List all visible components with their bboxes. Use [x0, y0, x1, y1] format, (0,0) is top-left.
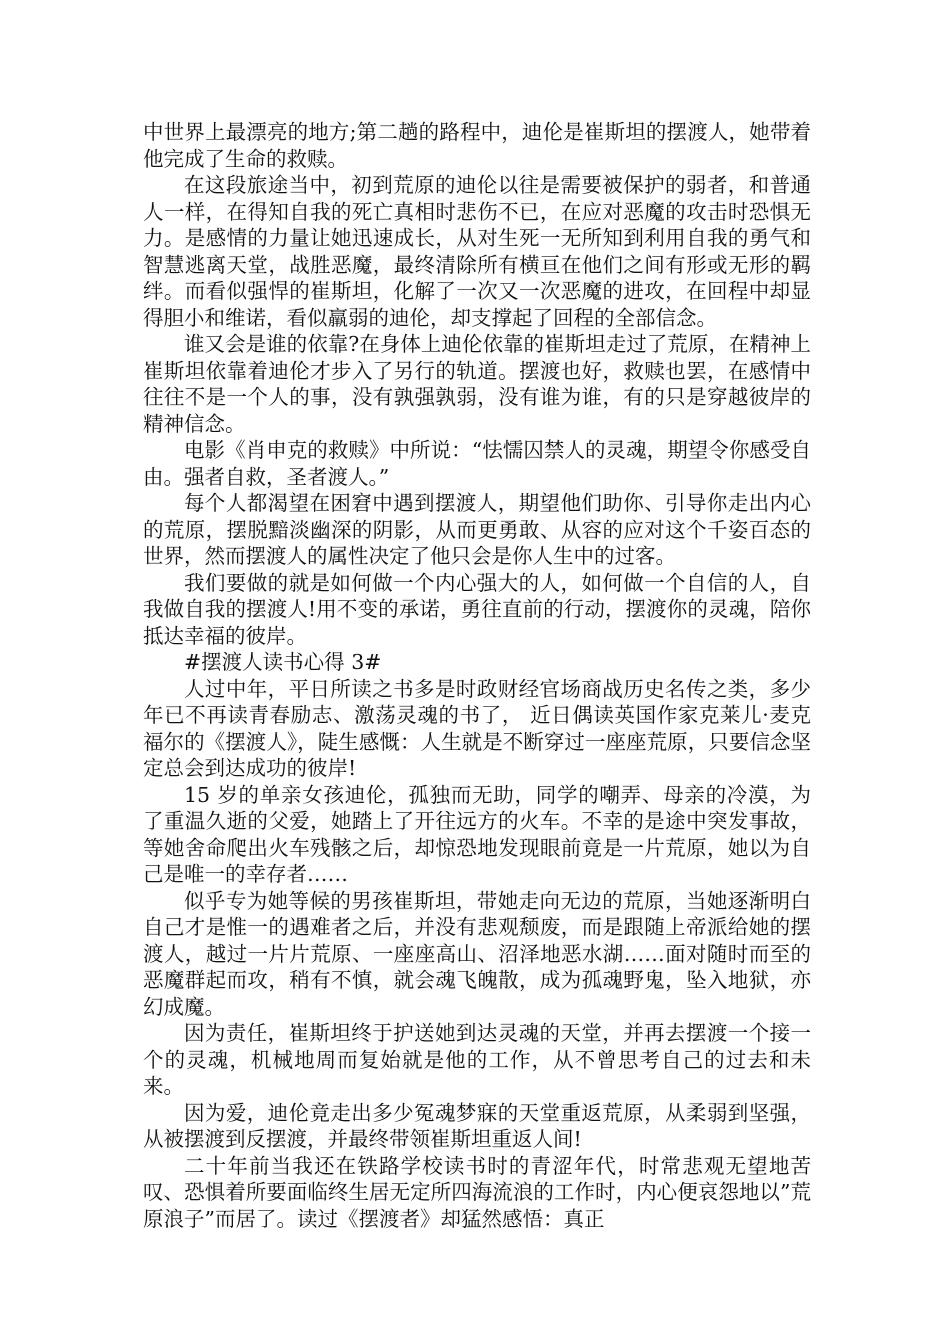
paragraph: 电影《肖申克的救赎》中所说：“怯懦囚禁人的灵魂，期望令你感受自由。强者自救，圣者渡人。” [143, 438, 811, 489]
paragraph: 因为爱，迪伦竟走出多少冤魂梦寐的天堂重返荒原，从柔弱到坚强，从被摆渡到反摆渡，并最终带领崔斯坦重返人间! [143, 1100, 811, 1151]
paragraph: 我们要做的就是如何做一个内心强大的人，如何做一个自信的人，自我做自我的摆渡人!用不变的承诺，勇往直前的行动，摆渡你的灵魂，陪你抵达幸福的彼岸。 [143, 570, 811, 648]
paragraph: 因为责任，崔斯坦终于护送她到达灵魂的天堂，并再去摆渡一个接一个的灵魂，机械地周而复始就是他的工作，从不曾思考自己的过去和未来。 [143, 1021, 811, 1098]
document-page [143, 119, 811, 1232]
paragraph: 15 岁的单亲女孩迪伦，孤独而无助，同学的嘲弄、母亲的冷漠，为了重温久逝的父爱，她踏上了开往远方的火车。不幸的是途中突发事故，等她舍命爬出火车残骸之后，却惊恐地发现眼前竟是一片荒原，她以为自己是唯一的幸存者…… [143, 782, 811, 886]
paragraph: 人过中年，平日所读之书多是时政财经官场商战历史名传之类，多少年已不再读青春励志、激荡灵魂的书了， 近日偶读英国作家克莱儿·麦克福尔的《摆渡人》，陡生感慨：人生就是不断穿过一座座荒原，只要信念坚定总会到达成功的彼岸! [143, 676, 811, 780]
paragraph: 谁又会是谁的依靠?在身体上迪伦依靠的崔斯坦走过了荒原，在精神上崔斯坦依靠着迪伦才步入了另行的轨道。摆渡也好，救赎也罢，在感情中往往不是一个人的事，没有孰强孰弱，没有谁为谁，有的只是穿越彼岸的精神信念。 [143, 332, 811, 436]
paragraph: 中世界上最漂亮的地方;第二趟的路程中，迪伦是崔斯坦的摆渡人，她带着他完成了生命的救赎。 [143, 120, 811, 171]
section-heading: #摆渡人读书心得 3# [184, 650, 382, 674]
paragraph: 似乎专为她等候的男孩崔斯坦，带她走向无边的荒原，当她逐渐明白自己才是惟一的遇难者之后，并没有悲观颓废，而是跟随上帝派给她的摆渡人，越过一片片荒原、一座座高山、沼泽地恶水湖……面对随时而至的恶魔群起而攻，稍有不慎，就会魂飞魄散，成为孤魂野鬼，坠入地狱，亦幻成魔。 [143, 888, 811, 1019]
paragraph: 二十年前当我还在铁路学校读书时的青涩年代，时常悲观无望地苦叹、恐惧着所要面临终生居无定所四海流浪的工作时，内心便哀怨地以”荒原浪子”而居了。读过《摆渡者》却猛然感悟：真正 [143, 1153, 811, 1231]
paragraph: 每个人都渴望在困窘中遇到摆渡人，期望他们助你、引导你走出内心的荒原，摆脱黯淡幽深的阴影，从而更勇敢、从容的应对这个千姿百态的世界，然而摆渡人的属性决定了他只会是你人生中的过客。 [143, 491, 811, 568]
paragraph: 在这段旅途当中，初到荒原的迪伦以往是需要被保护的弱者，和普通人一样，在得知自我的死亡真相时悲伤不已，在应对恶魔的攻击时恐惧无力。是感情的力量让她迅速成长，从对生死一无所知到利用自我的勇气和智慧逃离天堂，战胜恶魔，最终清除所有横亘在他们之间有形或无形的羁绊。而看似强悍的崔斯坦，化解了一次又一次恶魔的进攻，在回程中却显得胆小和维诺，看似羸弱的迪伦，却支撑起了回程的全部信念。 [143, 173, 811, 330]
